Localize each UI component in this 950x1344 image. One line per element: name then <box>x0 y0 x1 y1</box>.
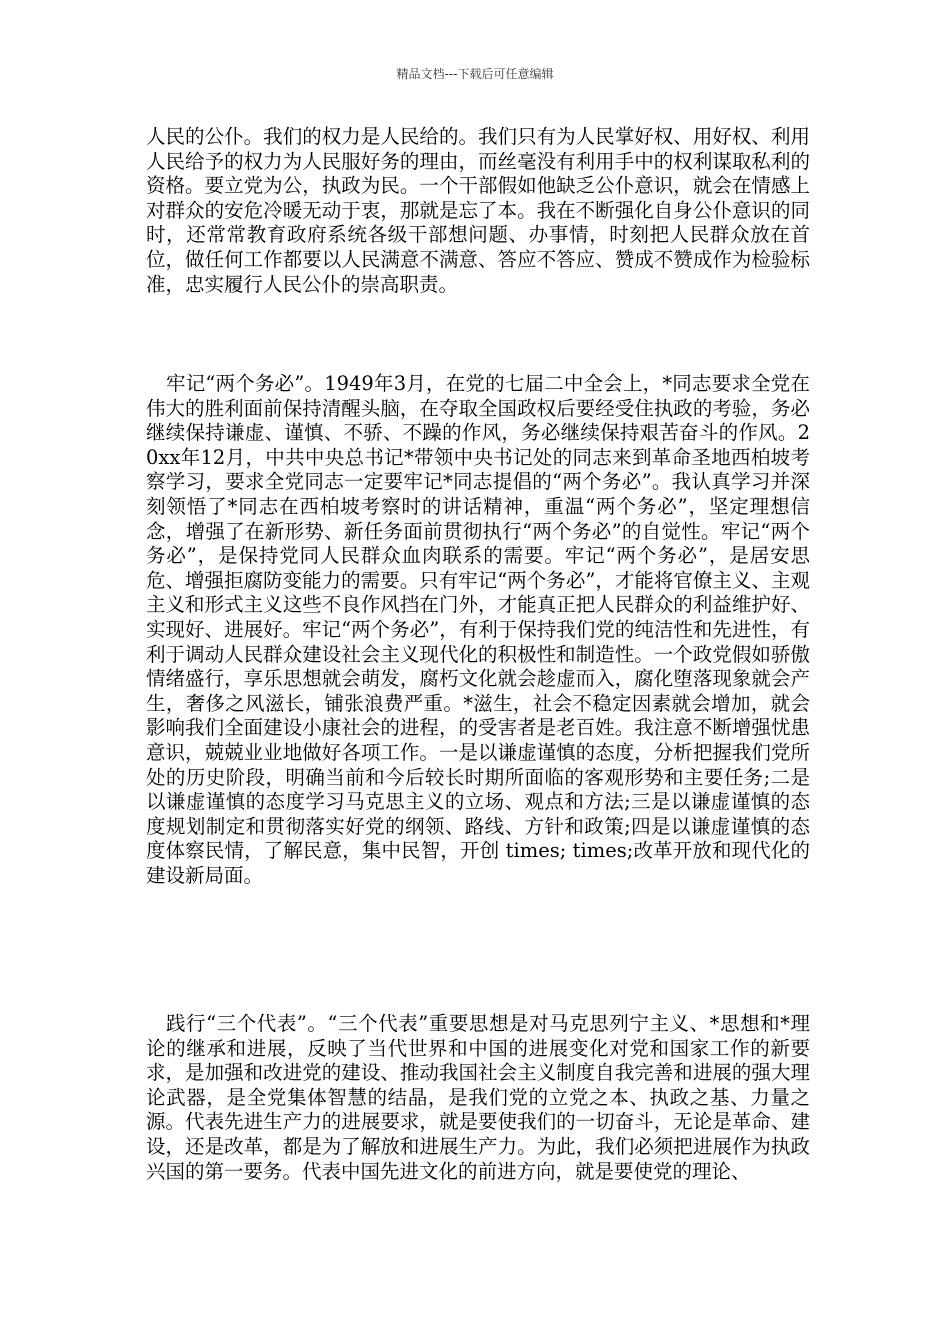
paragraph-two-musts: 牢记“两个务必”。1949年3月，在党的七届二中全会上，*同志要求全党在伟大的胜利面前保持清醒头脑，在夺取全国政权后要经受住执政的考验，务必继续保持谦虚、谨慎、不骄、不躁的作风，务必继续保持艰苦奋斗的作风。20xx年12月，中共中央总书记*带领中央书记处的同志来到革命圣地西柏坡考察学习，要求全党同志一定要牢记*同志提倡的“两个务必”。我认真学习并深刻领悟了*同志在西柏坡考察时的讲话精神，重温“两个务必”，坚定理想信念，增强了在新形势、新任务面前贯彻执行“两个务必”的自觉性。牢记“两个务必”，是保持党同人民群众血肉联系的需要。牢记“两个务必”，是居安思危、增强拒腐防变能力的需要。只有牢记“两个务必”，才能将官僚主义、主观主义和形式主义这些不良作风挡在门外，才能真正把人民群众的利益维护好、实现好、进展好。牢记“两个务必”，有利于保持我们党的纯洁性和先进性，有利于调动人民群众建设社会主义现代化的积极性和制造性。一个政党假如骄傲情绪盛行，享乐思想就会萌发，腐朽文化就会趁虚而入，腐化堕落现象就会产生，奢侈之风滋长，铺张浪费严重。*滋生，社会不稳定因素就会增加，就会影响我们全面建设小康社会的进程，的受害者是老百姓。我注意不断增强忧患意识，兢兢业业地做好各项工作。一是以谦虚谨慎的态度，分析把握我们党所处的历史阶段，明确当前和今后较长时期所面临的客观形势和主要任务;二是以谦虚谨慎的态度学习马克思主义的立场、观点和方法;三是以谦虚谨慎的态度规划制定和贯彻落实好党的纲领、路线、方针和政策;四是以谦虚谨慎的态度体察民情，了解民意，集中民智，开创 times; times;改革开放和现代化的建设新局面。 <box>146 372 810 887</box>
paragraph-three-represents: 践行“三个代表”。“三个代表”重要思想是对马克思列宁主义、*思想和*理论的继承和进展，反映了当代世界和中国的进展变化对党和国家工作的新要求，是加强和改进党的建设、推动我国社会主义制度自我完善和进展的强大理论武器，是全党集体智慧的结晶，是我们党的立党之本、执政之基、力量之源。代表先进生产力的进展要求，就是要使我们的一切奋斗，无论是革命、建设，还是改革，都是为了解放和进展生产力。为此，我们必须把进展作为执政兴国的第一要务。代表中国先进文化的前进方向，就是要使党的理论、 <box>146 1012 810 1183</box>
page-header: 精品文档---下载后可任意编辑 <box>396 67 554 81</box>
paragraph-public-servant: 人民的公仆。我们的权力是人民给的。我们只有为人民掌好权、用好权、利用人民给予的权力为人民服好务的理由，而丝毫没有利用手中的权利谋取私利的资格。要立党为公，执政为民。一个干部假如他缺乏公仆意识，就会在情感上对群众的安危冷暖无动于衷，那就是忘了本。我在不断强化自身公仆意识的同时，还常常教育政府系统各级干部想问题、办事情，时刻把人民群众放在首位，做任何工作都要以人民满意不满意、答应不答应、赞成不赞成作为检验标准，忠实履行人民公仆的崇高职责。 <box>146 125 810 296</box>
